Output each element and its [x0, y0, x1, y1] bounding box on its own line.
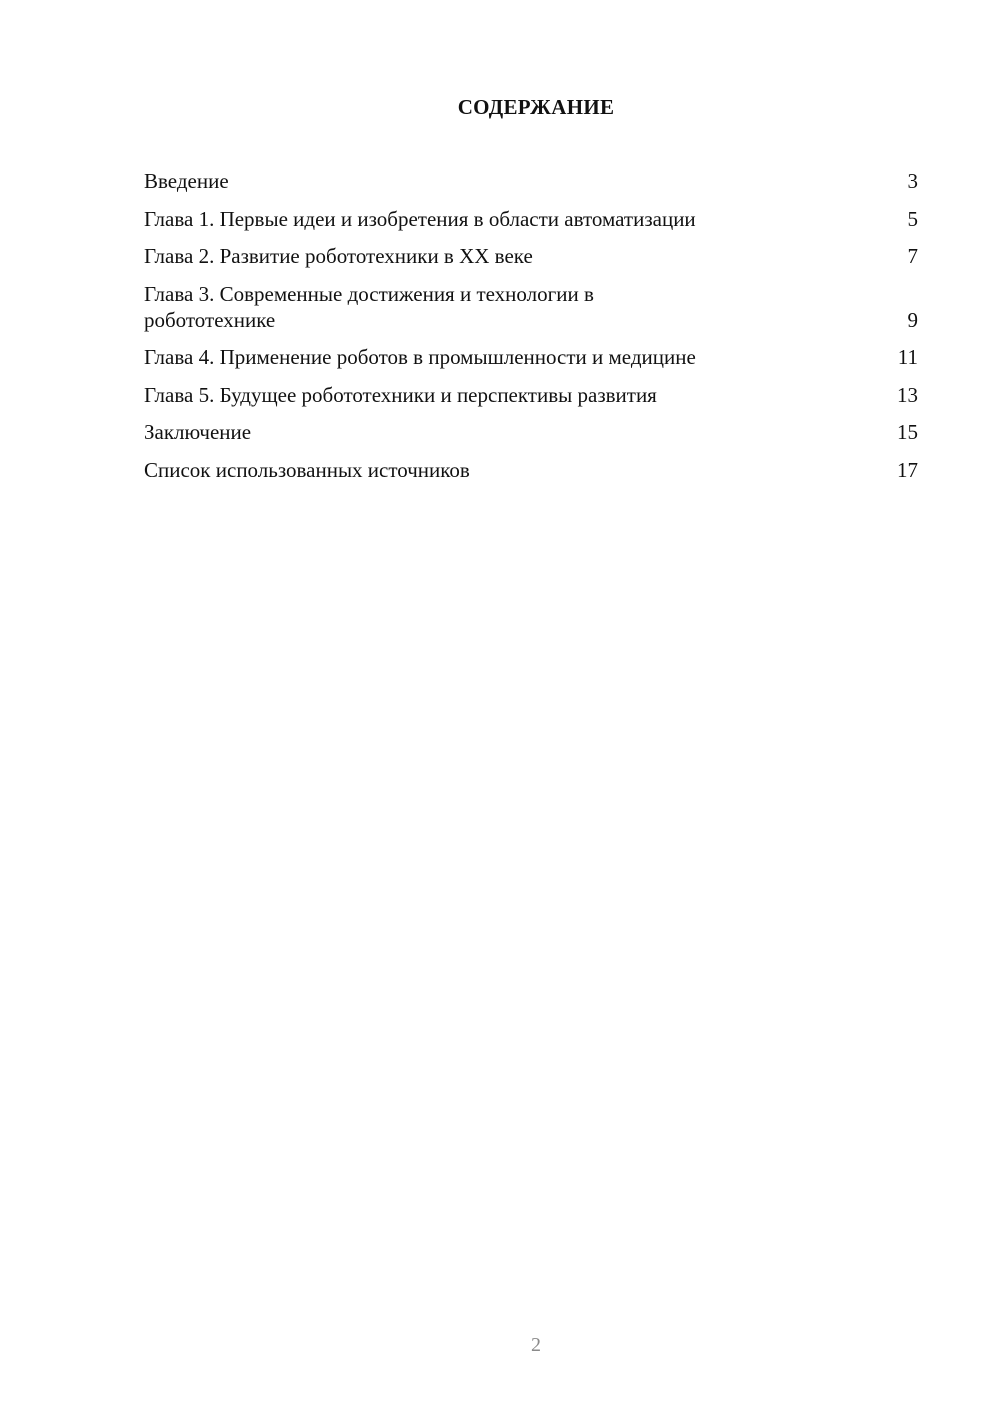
toc-entry-label: Глава 2. Развитие робототехники в XX веке	[144, 244, 533, 268]
toc-entry-page: 9	[907, 307, 918, 332]
toc-entry-label: Глава 3. Современные достижения и технологии в робототехнике	[144, 281, 594, 332]
toc-entry-conclusion[interactable]	[144, 419, 918, 445]
toc-entry-page: 11	[897, 345, 918, 369]
toc-entry-chapter-3[interactable]	[144, 281, 918, 333]
toc-entry-references[interactable]	[144, 457, 918, 483]
toc-entry-page: 5	[907, 206, 918, 231]
toc-entry-page: 17	[897, 457, 918, 482]
toc-entry-label: Введение	[144, 169, 229, 193]
toc-entry-label: Глава 5. Будущее робототехники и перспективы развития	[144, 382, 657, 407]
toc-entry-introduction[interactable]	[144, 168, 918, 194]
toc-entry-chapter-4[interactable]	[144, 344, 918, 370]
toc-entry-label: Список использованных источников	[144, 457, 470, 482]
toc-entry-label: Глава 1. Первые идеи и изобретения в области автоматизации	[144, 206, 696, 231]
toc-entry-page: 15	[897, 420, 918, 444]
toc-entry-label: Заключение	[144, 420, 252, 444]
toc-entry-page: 3	[907, 169, 918, 193]
page-title: СОДЕРЖАНИЕ	[457, 95, 615, 119]
toc-entry-chapter-1[interactable]	[144, 206, 918, 232]
toc-entry-chapter-5[interactable]	[144, 382, 918, 408]
toc-entry-page: 13	[897, 382, 918, 407]
page-number: 2	[531, 1334, 541, 1356]
toc-entry-chapter-2[interactable]	[144, 243, 918, 269]
table-of-contents	[144, 168, 918, 494]
toc-entry-label: Глава 4. Применение роботов в промышленности и медицине	[144, 345, 696, 369]
toc-entry-page: 7	[907, 244, 918, 268]
